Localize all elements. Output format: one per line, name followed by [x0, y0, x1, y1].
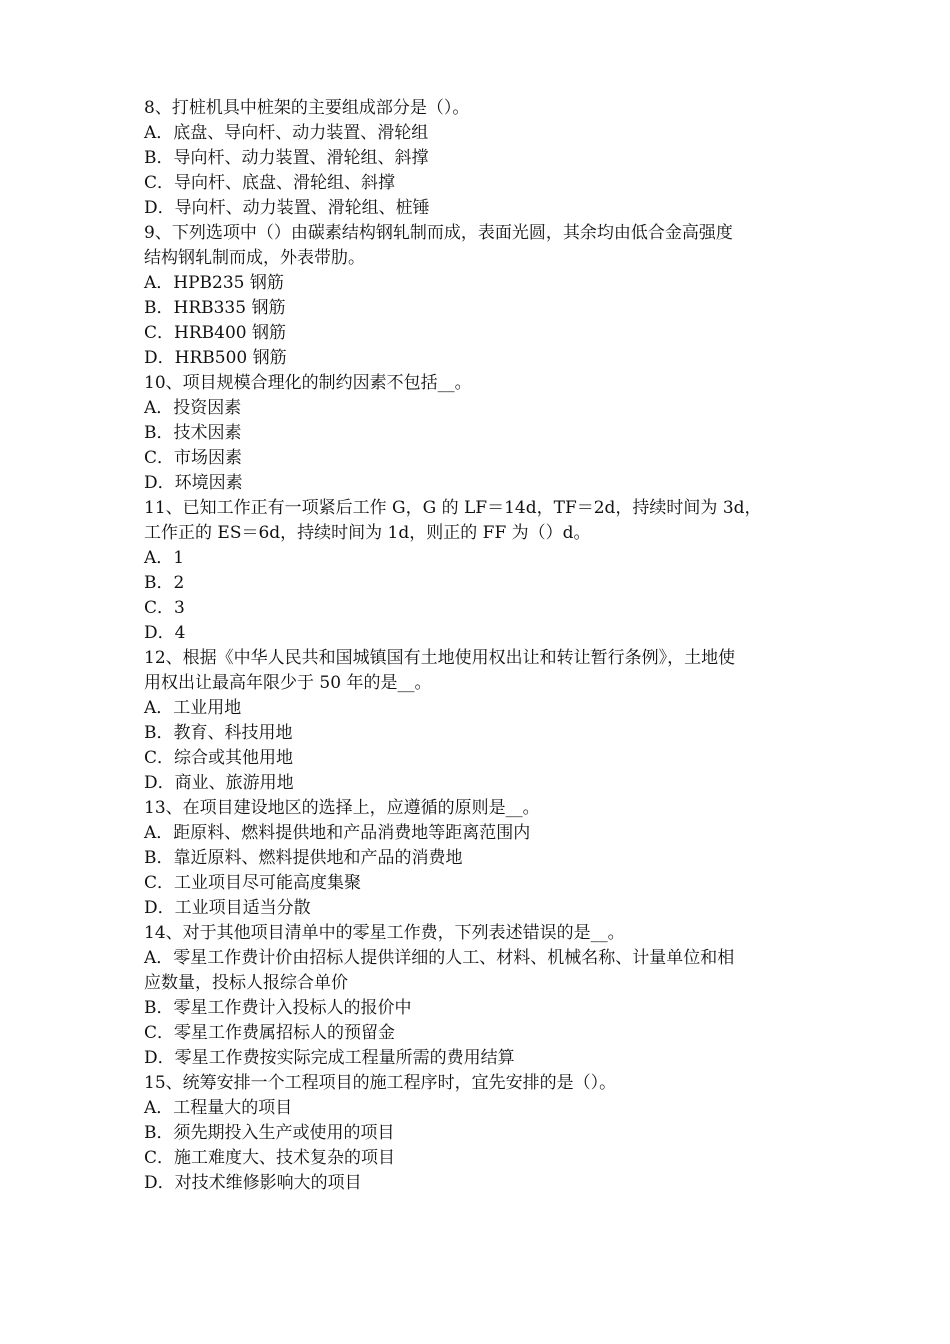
answer-option-line: B．HRB335 钢筋: [144, 298, 286, 318]
answer-option-line: D．HRB500 钢筋: [144, 348, 287, 368]
answer-option-line: D．商业、旅游用地: [144, 773, 294, 793]
question-stem-line: 9、下列选项中（）由碳素结构钢轧制而成，表面光圆，其余均由低合金高强度: [144, 223, 733, 243]
answer-option-line: C．市场因素: [144, 448, 243, 468]
question-stem-line: 8、打桩机具中桩架的主要组成部分是（）。: [144, 98, 470, 118]
answer-option-line: B．技术因素: [144, 423, 242, 443]
answer-option-line: B．零星工作费计入投标人的报价中: [144, 998, 412, 1018]
question-block: [144, 796, 812, 921]
answer-option-line: 应数量，投标人报综合单价: [144, 973, 348, 993]
answer-option-line: C．3: [144, 598, 185, 618]
question-block: [144, 496, 812, 646]
question-block: [144, 921, 812, 1071]
answer-option-line: A．工程量大的项目: [144, 1098, 293, 1118]
answer-option-line: A．距原料、燃料提供地和产品消费地等距离范围内: [144, 823, 531, 843]
answer-option-line: B．2: [144, 573, 185, 593]
question-stem-line: 10、项目规模合理化的制约因素不包括__。: [144, 373, 472, 393]
question-stem-line: 13、在项目建设地区的选择上，应遵循的原则是__。: [144, 798, 540, 818]
answer-option-line: B．须先期投入生产或使用的项目: [144, 1123, 395, 1143]
answer-option-line: B．靠近原料、燃料提供地和产品的消费地: [144, 848, 463, 868]
answer-option-line: A．工业用地: [144, 698, 242, 718]
question-block: [144, 96, 812, 221]
answer-option-line: C．工业项目尽可能高度集聚: [144, 873, 362, 893]
question-block: [144, 1071, 812, 1196]
answer-option-line: D．工业项目适当分散: [144, 898, 311, 918]
question-stem-line: 12、根据《中华人民共和国城镇国有土地使用权出让和转让暂行条例》，土地使: [144, 648, 736, 668]
answer-option-line: C．导向杆、底盘、滑轮组、斜撑: [144, 173, 396, 193]
answer-option-line: B．教育、科技用地: [144, 723, 293, 743]
question-block: [144, 371, 812, 496]
answer-option-line: A．1: [144, 548, 185, 568]
answer-option-line: B．导向杆、动力装置、滑轮组、斜撑: [144, 148, 429, 168]
question-stem-line: 用权出让最高年限少于 50 年的是__。: [144, 673, 432, 693]
question-stem-line: 11、已知工作正有一项紧后工作 G，G 的 LF＝14d，TF＝2d，持续时间为 3d，: [144, 498, 762, 518]
question-stem-line: 工作正的 ES＝6d，持续时间为 1d，则正的 FF 为（）d。: [144, 523, 591, 543]
answer-option-line: D．4: [144, 623, 186, 643]
answer-option-line: C．HRB400 钢筋: [144, 323, 286, 343]
answer-option-line: D．环境因素: [144, 473, 243, 493]
answer-option-line: A．零星工作费计价由招标人提供详细的人工、材料、机械名称、计量单位和相: [144, 948, 735, 968]
answer-option-line: D．导向杆、动力装置、滑轮组、桩锤: [144, 198, 430, 218]
answer-option-line: C．综合或其他用地: [144, 748, 294, 768]
question-block: [144, 221, 812, 371]
document-page: [144, 96, 812, 1196]
answer-option-line: A．HPB235 钢筋: [144, 273, 284, 293]
question-stem-line: 15、统筹安排一个工程项目的施工程序时，宜先安排的是（）。: [144, 1073, 617, 1093]
question-block: [144, 646, 812, 796]
answer-option-line: D．零星工作费按实际完成工程量所需的费用结算: [144, 1048, 515, 1068]
answer-option-line: A．底盘、导向杆、动力装置、滑轮组: [144, 123, 429, 143]
answer-option-line: D．对技术维修影响大的项目: [144, 1173, 362, 1193]
answer-option-line: A．投资因素: [144, 398, 242, 418]
question-stem-line: 14、对于其他项目清单中的零星工作费，下列表述错误的是__。: [144, 923, 625, 943]
answer-option-line: C．零星工作费属招标人的预留金: [144, 1023, 396, 1043]
question-stem-line: 结构钢轧制而成，外表带肋。: [144, 248, 365, 268]
answer-option-line: C．施工难度大、技术复杂的项目: [144, 1148, 396, 1168]
